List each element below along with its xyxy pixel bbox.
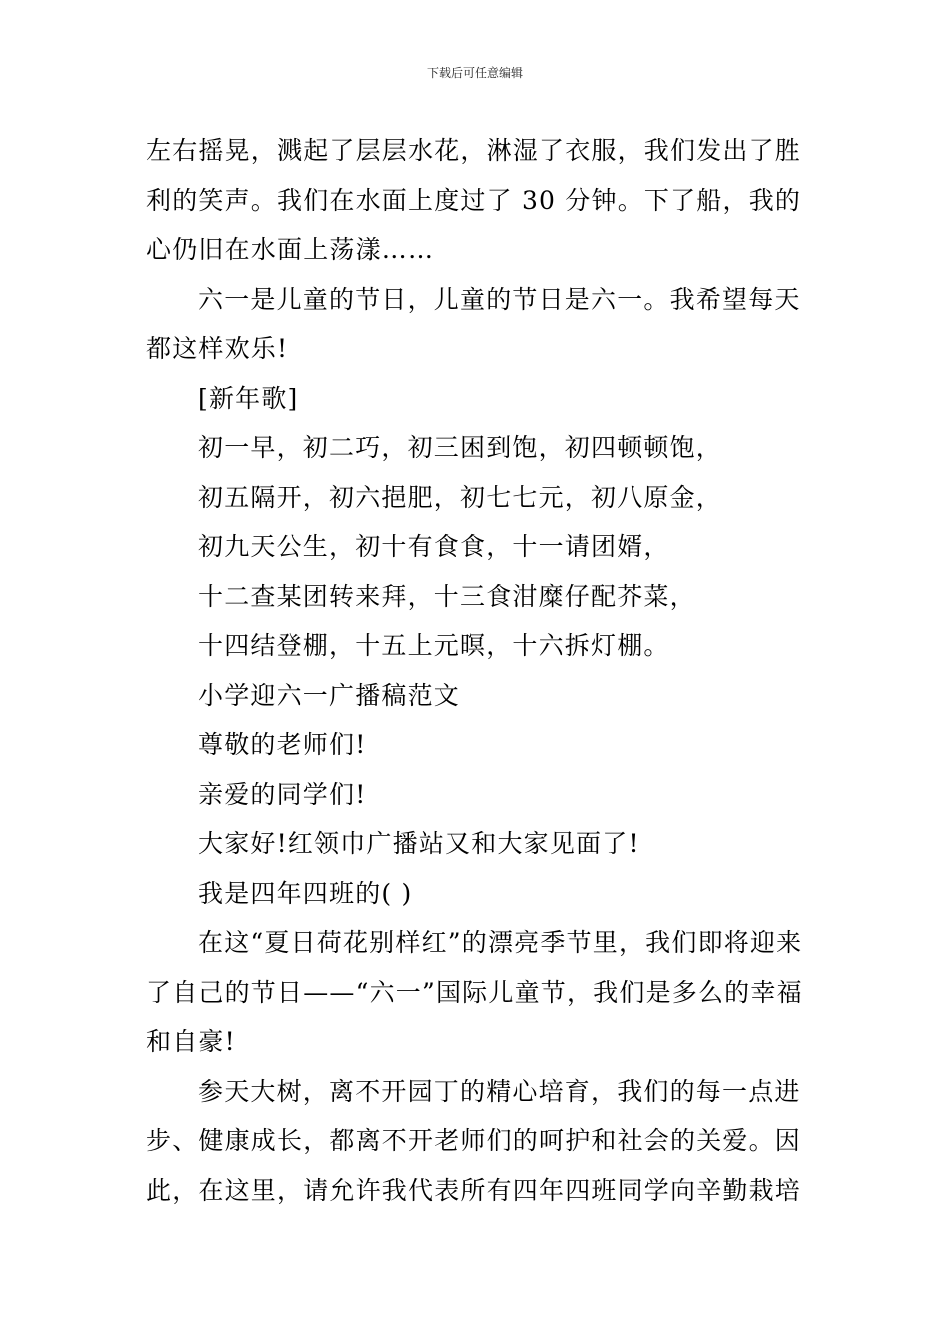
page-header: 下载后可任意编辑 [426,66,523,80]
paragraph-childrens-day: 六一是儿童的节日，儿童的节日是六一。我希望每天都这样欢乐! [146,284,801,363]
section-heading-new-year-song: [新年歌] [198,383,299,413]
document-body [146,126,808,1215]
song-line-3: 初九天公生，初十有食食，十一请团婿， [198,532,670,561]
greeting-teachers: 尊敬的老师们! [198,730,367,759]
greeting-everyone: 大家好!红领巾广播站又和大家见面了! [198,829,640,858]
paragraph-continuation: 左右摇晃，溅起了层层水花，淋湿了衣服，我们发出了胜利的笑声。我们在水面上度过了 30 分钟。下了船，我的心仍旧在水面上荡漾…… [146,136,802,264]
speaker-intro: 我是四年四班的( ) [198,878,413,908]
song-line-4: 十二查某团转来拜，十三食泔糜仔配芥菜， [198,581,696,611]
section-heading-broadcast: 小学迎六一广播稿范文 [198,680,461,710]
song-line-5: 十四结登棚，十五上元暝，十六拆灯棚。 [198,631,670,660]
song-line-2: 初五隔开，初六挹肥，初七七元，初八原金， [198,482,723,512]
song-line-1: 初一早，初二巧，初三困到饱，初四顿顿饱， [198,433,723,462]
paragraph-gratitude: 参天大树，离不开园丁的精心培育，我们的每一点进步、健康成长，都离不开老师们的呵护和社会的关爱。因此，在这里，请允许我代表所有四年四班同学向辛勤栽培 [146,1076,802,1205]
greeting-students: 亲爱的同学们! [198,779,367,809]
paragraph-summer-season: 在这“夏日荷花别样红”的漂亮季节里，我们即将迎来了自己的节日——“六一”国际儿童节，我们是多么的幸福和自豪! [146,928,803,1056]
